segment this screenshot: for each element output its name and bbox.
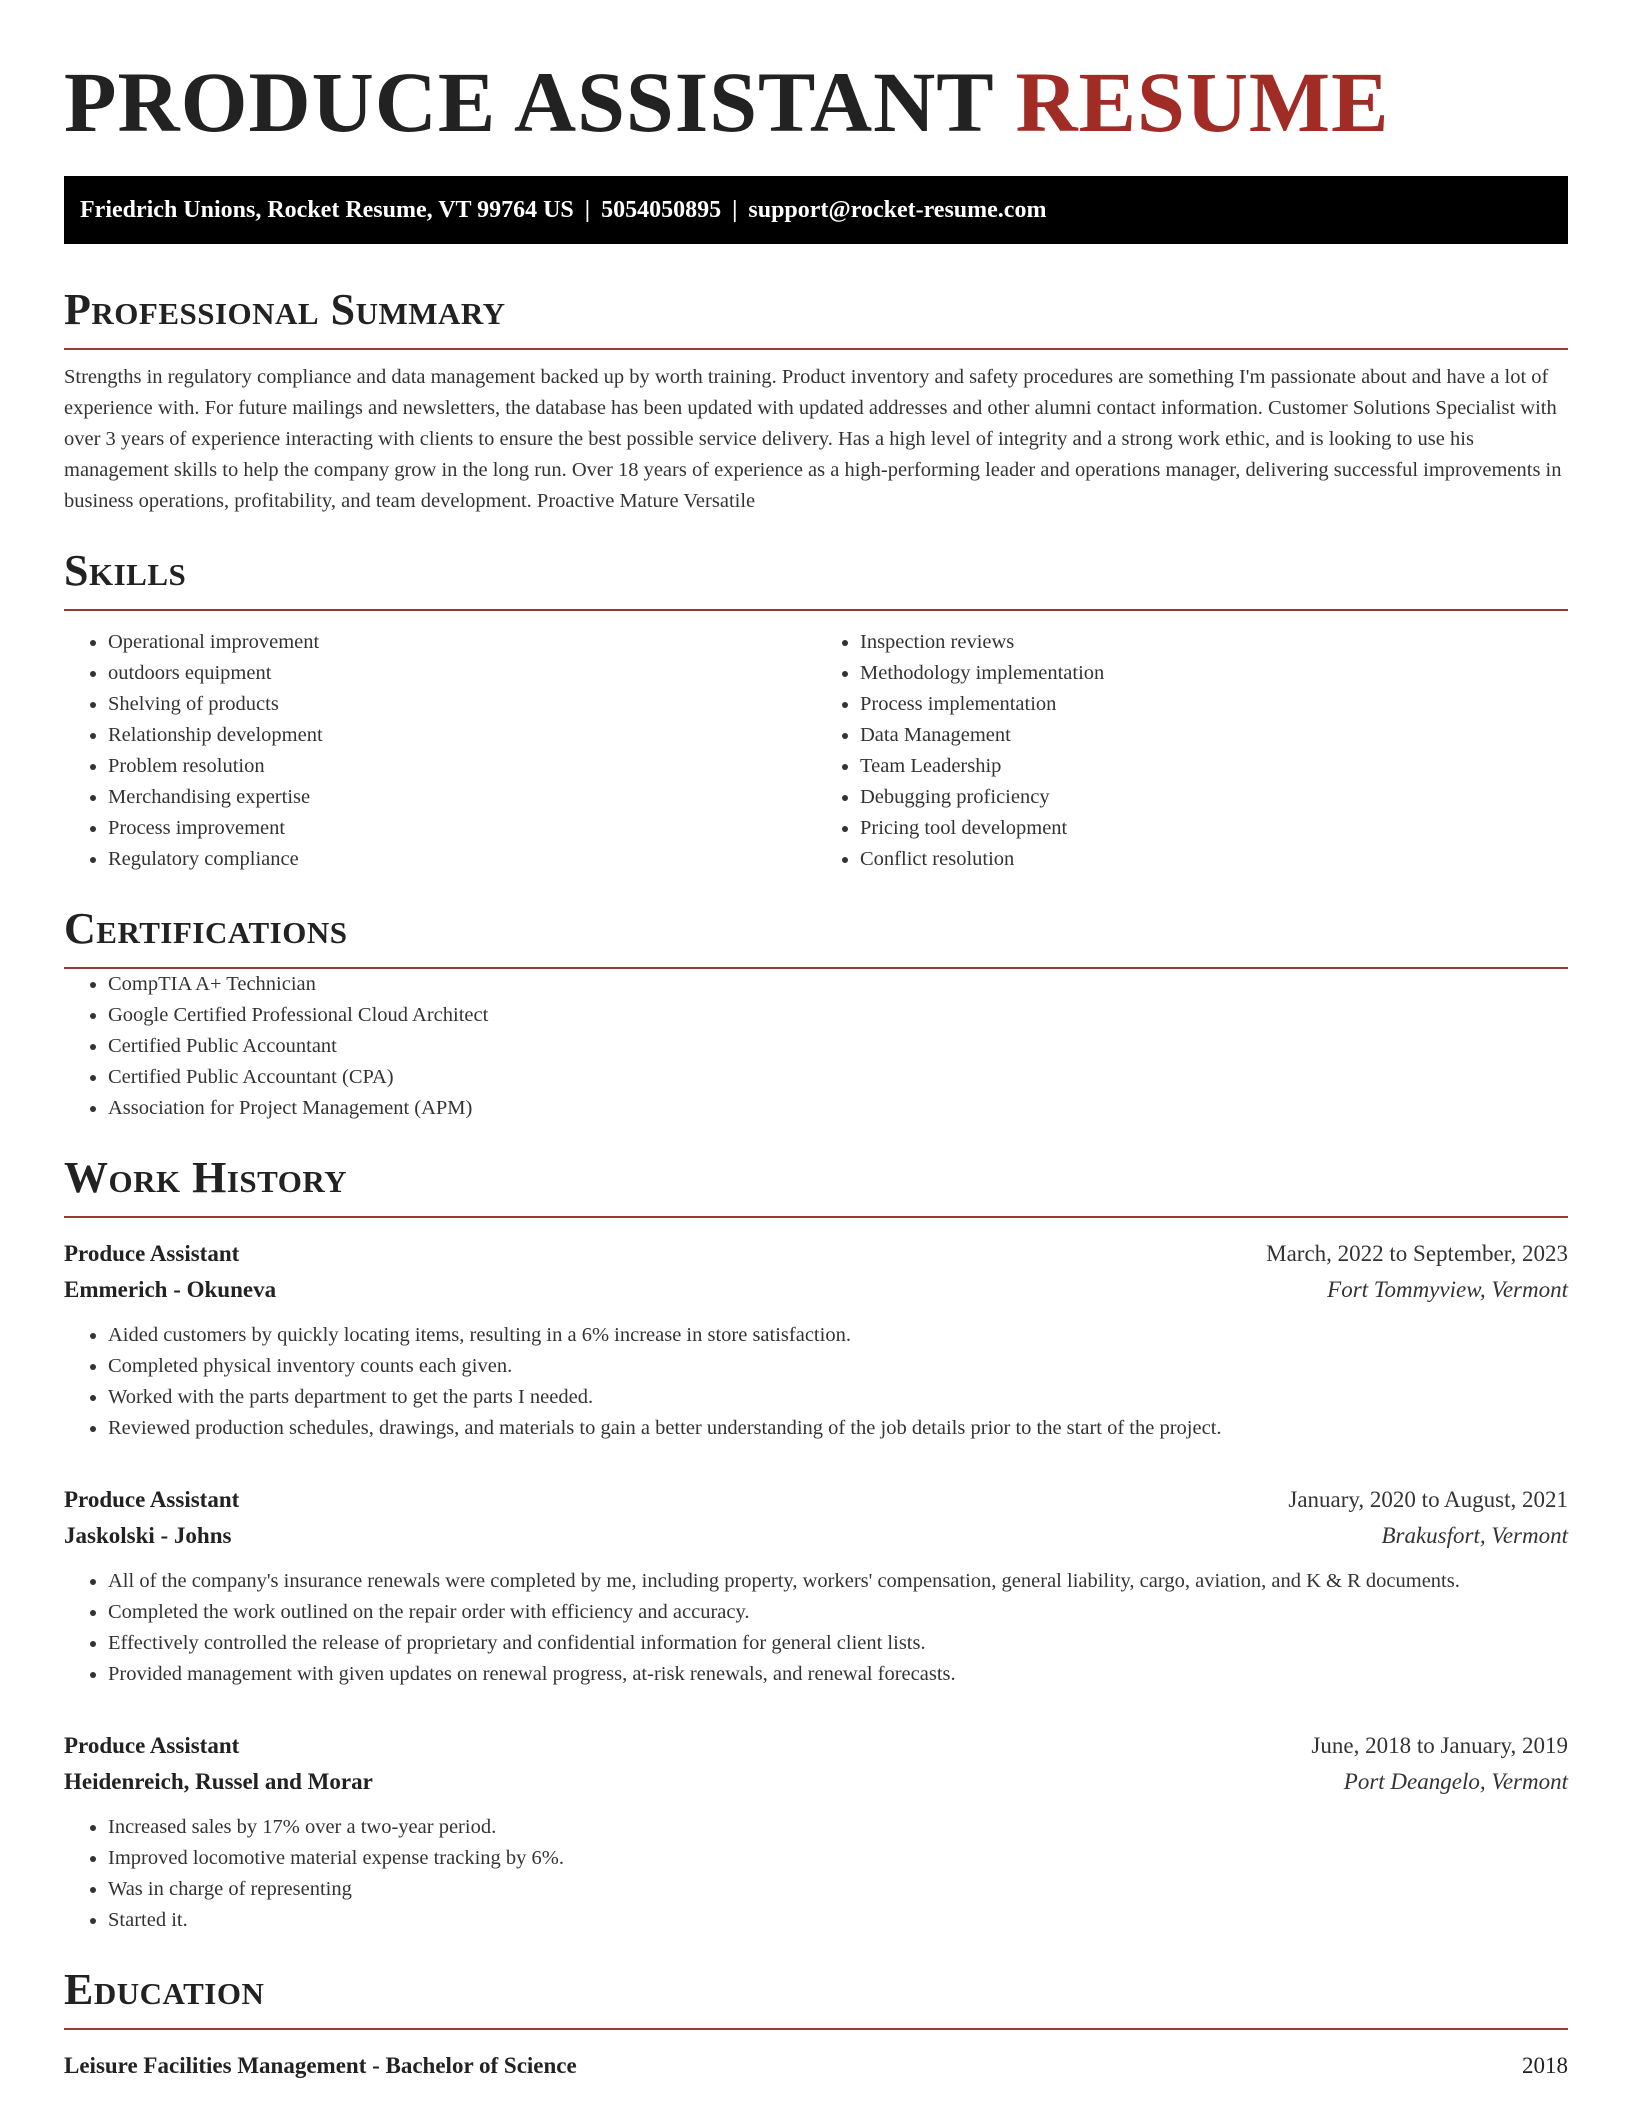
contact-phone: 5054050895 (601, 197, 722, 223)
job-bullets (64, 1320, 1568, 1444)
skill-item: • Pricing tool development (860, 813, 1568, 844)
skill-item: • Process implementation (860, 689, 1568, 720)
job-location: Fort Tommyview, Vermont (1327, 1277, 1568, 1302)
title-accent: RESUME (1015, 54, 1390, 150)
job-bullet: • Completed the work outlined on the repair order with efficiency and accuracy. (108, 1597, 1568, 1628)
skill-item: • Inspection reviews (860, 627, 1568, 658)
certifications-heading: Certifications (64, 905, 1568, 969)
skills-heading: Skills (64, 547, 1568, 611)
certification-item: • CompTIA A+ Technician (108, 969, 1568, 1000)
job-bullet: • Increased sales by 17% over a two-year period. (108, 1812, 1568, 1843)
job-bullet: • Was in charge of representing (108, 1874, 1568, 1905)
skill-item: • Relationship development (108, 720, 816, 751)
skill-item: • Team Leadership (860, 751, 1568, 782)
contact-separator: | (584, 197, 591, 223)
job-dates: January, 2020 to August, 2021 (1288, 1487, 1568, 1512)
job-bullet: • Completed physical inventory counts each given. (108, 1351, 1568, 1382)
job-bullet: • Effectively controlled the release of proprietary and confidential information for general client lists. (108, 1628, 1568, 1659)
job-bullet: • All of the company's insurance renewals were completed by me, including property, workers' compensation, general liability, cargo, aviation, and K & R documents. (108, 1566, 1568, 1597)
title-main: PRODUCE ASSISTANT (64, 54, 994, 150)
skills-section (64, 547, 1568, 875)
skill-item: • Problem resolution (108, 751, 816, 782)
education-year: 2018 (1522, 2053, 1568, 2078)
job-dates: June, 2018 to January, 2019 (1311, 1733, 1568, 1758)
job-header-row (64, 1482, 1568, 1518)
summary-section (64, 286, 1568, 517)
job-company: Jaskolski - Johns (64, 1523, 232, 1548)
skill-item: • Debugging proficiency (860, 782, 1568, 813)
job-bullet: • Improved locomotive material expense tracking by 6%. (108, 1843, 1568, 1874)
skill-item: • Merchandising expertise (108, 782, 816, 813)
job-bullet: • Reviewed production schedules, drawings, and materials to gain a better understanding of the job details prior to the start of the project. (108, 1413, 1568, 1444)
job-bullets (64, 1566, 1568, 1690)
job-header-row (64, 1728, 1568, 1764)
skill-item: • Methodology implementation (860, 658, 1568, 689)
certification-item: • Certified Public Accountant (108, 1031, 1568, 1062)
contact-email[interactable]: support@rocket-resume.com (748, 197, 1047, 223)
certification-item: • Association for Project Management (APM) (108, 1093, 1568, 1124)
job-entry (64, 1482, 1568, 1690)
job-bullets (64, 1812, 1568, 1936)
skill-item: • Shelving of products (108, 689, 816, 720)
job-entry (64, 1236, 1568, 1444)
skill-item: • Conflict resolution (860, 844, 1568, 875)
job-company: Heidenreich, Russel and Morar (64, 1769, 373, 1794)
contact-bar (64, 176, 1568, 244)
job-company-row (64, 1764, 1568, 1800)
resume-title (64, 0, 1568, 150)
job-location: Port Deangelo, Vermont (1343, 1769, 1568, 1794)
skill-item: • outdoors equipment (108, 658, 816, 689)
job-company-row (64, 1272, 1568, 1308)
job-header-row (64, 1236, 1568, 1272)
certification-item: • Certified Public Accountant (CPA) (108, 1062, 1568, 1093)
education-entry (64, 2048, 1568, 2084)
skill-item: • Regulatory compliance (108, 844, 816, 875)
skills-grid (64, 627, 1568, 875)
job-company: Emmerich - Okuneva (64, 1277, 277, 1302)
certification-item: • Google Certified Professional Cloud Architect (108, 1000, 1568, 1031)
education-section (64, 1966, 1568, 2084)
skills-list-left (64, 627, 816, 875)
education-degree: Leisure Facilities Management - Bachelor of Science (64, 2053, 577, 2078)
education-heading: Education (64, 1966, 1568, 2030)
job-title: Produce Assistant (64, 1241, 240, 1266)
contact-separator: | (732, 197, 738, 223)
job-bullet: • Started it. (108, 1905, 1568, 1936)
job-location: Brakusfort, Vermont (1381, 1523, 1568, 1548)
skill-item: • Process improvement (108, 813, 816, 844)
job-title: Produce Assistant (64, 1733, 240, 1758)
job-company-row (64, 1518, 1568, 1554)
job-dates: March, 2022 to September, 2023 (1266, 1241, 1568, 1266)
work-history-heading: Work History (64, 1154, 1568, 1218)
job-title: Produce Assistant (64, 1487, 240, 1512)
summary-text: Strengths in regulatory compliance and data management backed up by worth training. Product inventory and safety procedures are something I'm passionate about and have a lot of experience with. For future mailings and newsletters, the database has been updated with updated addresses and other alumni contact information. Customer Solutions Specialist with over 3 years of experience interacting with clients to ensure the best possible service delivery. Has a high level of integrity and a strong work ethic, and is looking to use his management skills to help the company grow in the long run. Over 18 years of experience as a high-performing leader and operations manager, delivering successful improvements in business operations, profitability, and team development. Proactive Mature Versatile (64, 366, 1562, 512)
certifications-section (64, 905, 1568, 1124)
skill-item: • Operational improvement (108, 627, 816, 658)
job-bullet: • Worked with the parts department to get the parts I needed. (108, 1382, 1568, 1413)
summary-heading: Professional Summary (64, 286, 1568, 350)
skill-item: • Data Management (860, 720, 1568, 751)
job-entry (64, 1728, 1568, 1936)
contact-address: Friedrich Unions, Rocket Resume, VT 99764 US (80, 197, 574, 223)
skills-list-right (816, 627, 1568, 875)
job-bullet: • Aided customers by quickly locating items, resulting in a 6% increase in store satisfaction. (108, 1320, 1568, 1351)
job-bullet: • Provided management with given updates on renewal progress, at-risk renewals, and renewal forecasts. (108, 1659, 1568, 1690)
certifications-list (64, 969, 1568, 1124)
work-history-section (64, 1154, 1568, 1936)
